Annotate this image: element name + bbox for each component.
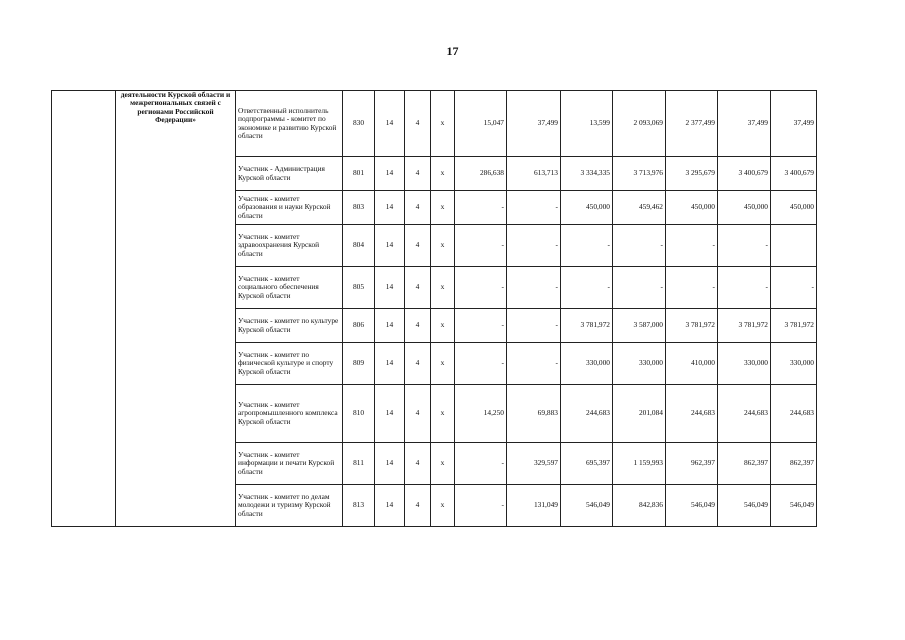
grbs-code-cell: 809 — [343, 343, 375, 385]
value-cell: 244,683 — [718, 385, 771, 443]
executor-cell: Участник - комитет агропромышленного комплекса Курской области — [236, 385, 343, 443]
section-code-cell: 14 — [375, 343, 405, 385]
target-article-cell: x — [431, 309, 455, 343]
value-cell: 329,597 — [507, 443, 561, 485]
value-cell: 862,397 — [718, 443, 771, 485]
table-row — [52, 91, 817, 157]
subsection-code-cell: 4 — [405, 267, 431, 309]
subsection-code-cell: 4 — [405, 225, 431, 267]
value-cell: - — [455, 485, 507, 527]
value-cell: 450,000 — [666, 191, 718, 225]
value-cell: 330,000 — [561, 343, 613, 385]
value-cell: - — [455, 443, 507, 485]
value-cell: - — [613, 225, 666, 267]
value-cell: 450,000 — [561, 191, 613, 225]
executor-cell: Участник - комитет социального обеспечения Курской области — [236, 267, 343, 309]
value-cell: - — [455, 267, 507, 309]
subsection-code-cell: 4 — [405, 91, 431, 157]
target-article-cell: x — [431, 443, 455, 485]
value-cell: 3 781,972 — [771, 309, 817, 343]
value-cell: - — [718, 225, 771, 267]
grbs-code-cell: 804 — [343, 225, 375, 267]
subsection-code-cell: 4 — [405, 385, 431, 443]
value-cell: 1 159,993 — [613, 443, 666, 485]
target-article-cell: x — [431, 385, 455, 443]
value-cell: 3 781,972 — [561, 309, 613, 343]
value-cell: 15,047 — [455, 91, 507, 157]
grbs-code-cell: 813 — [343, 485, 375, 527]
target-article-cell: x — [431, 343, 455, 385]
value-cell: 450,000 — [771, 191, 817, 225]
program-name-cell: деятельности Курской области и межрегиональных связей с регионами Российской Федерации» — [116, 91, 236, 527]
value-cell: - — [507, 267, 561, 309]
value-cell: 14,250 — [455, 385, 507, 443]
value-cell: 2 093,069 — [613, 91, 666, 157]
value-cell: 962,397 — [666, 443, 718, 485]
value-cell: - — [771, 267, 817, 309]
page-number: 17 — [446, 44, 459, 58]
value-cell: 613,713 — [507, 157, 561, 191]
subsection-code-cell: 4 — [405, 191, 431, 225]
grbs-code-cell: 830 — [343, 91, 375, 157]
index-cell — [52, 91, 116, 527]
value-cell: 450,000 — [718, 191, 771, 225]
value-cell: 3 400,679 — [718, 157, 771, 191]
value-cell: 3 400,679 — [771, 157, 817, 191]
value-cell: 37,499 — [718, 91, 771, 157]
value-cell: 69,883 — [507, 385, 561, 443]
value-cell: 131,049 — [507, 485, 561, 527]
value-cell: 330,000 — [613, 343, 666, 385]
value-cell: 2 377,499 — [666, 91, 718, 157]
target-article-cell: x — [431, 225, 455, 267]
executor-cell: Участник - Администрация Курской области — [236, 157, 343, 191]
value-cell: 546,049 — [771, 485, 817, 527]
value-cell: 244,683 — [771, 385, 817, 443]
value-cell: - — [666, 267, 718, 309]
subsection-code-cell: 4 — [405, 309, 431, 343]
value-cell: - — [718, 267, 771, 309]
value-cell: - — [507, 343, 561, 385]
value-cell — [771, 225, 817, 267]
value-cell: - — [561, 225, 613, 267]
value-cell: 842,836 — [613, 485, 666, 527]
value-cell: 244,683 — [561, 385, 613, 443]
table-body — [52, 91, 817, 527]
grbs-code-cell: 805 — [343, 267, 375, 309]
executor-cell: Участник - комитет по физической культуре и спорту Курской области — [236, 343, 343, 385]
subsection-code-cell: 4 — [405, 343, 431, 385]
value-cell: 330,000 — [718, 343, 771, 385]
grbs-code-cell: 801 — [343, 157, 375, 191]
subsection-code-cell: 4 — [405, 485, 431, 527]
value-cell: 13,599 — [561, 91, 613, 157]
target-article-cell: x — [431, 485, 455, 527]
value-cell: 330,000 — [771, 343, 817, 385]
executor-cell: Участник - комитет информации и печати Курской области — [236, 443, 343, 485]
value-cell: 459,462 — [613, 191, 666, 225]
value-cell: 3 781,972 — [666, 309, 718, 343]
grbs-code-cell: 811 — [343, 443, 375, 485]
value-cell: 37,499 — [771, 91, 817, 157]
value-cell: 695,397 — [561, 443, 613, 485]
target-article-cell: x — [431, 267, 455, 309]
grbs-code-cell: 803 — [343, 191, 375, 225]
value-cell: - — [507, 191, 561, 225]
value-cell: 3 781,972 — [718, 309, 771, 343]
value-cell: 546,049 — [666, 485, 718, 527]
value-cell: - — [455, 309, 507, 343]
value-cell: - — [613, 267, 666, 309]
executor-cell: Участник - комитет по культуре Курской области — [236, 309, 343, 343]
value-cell: - — [507, 309, 561, 343]
section-code-cell: 14 — [375, 157, 405, 191]
value-cell: - — [507, 225, 561, 267]
section-code-cell: 14 — [375, 191, 405, 225]
section-code-cell: 14 — [375, 485, 405, 527]
value-cell: 546,049 — [561, 485, 613, 527]
grbs-code-cell: 810 — [343, 385, 375, 443]
value-cell: - — [666, 225, 718, 267]
executor-cell: Участник - комитет здравоохранения Курской области — [236, 225, 343, 267]
value-cell: 201,084 — [613, 385, 666, 443]
section-code-cell: 14 — [375, 225, 405, 267]
section-code-cell: 14 — [375, 443, 405, 485]
value-cell: 3 295,679 — [666, 157, 718, 191]
value-cell: 546,049 — [718, 485, 771, 527]
executor-cell: Участник - комитет по делам молодежи и туризму Курской области — [236, 485, 343, 527]
section-code-cell: 14 — [375, 385, 405, 443]
value-cell: 3 587,000 — [613, 309, 666, 343]
value-cell: 286,638 — [455, 157, 507, 191]
grbs-code-cell: 806 — [343, 309, 375, 343]
value-cell: 410,000 — [666, 343, 718, 385]
value-cell: - — [455, 225, 507, 267]
value-cell: 862,397 — [771, 443, 817, 485]
section-code-cell: 14 — [375, 91, 405, 157]
budget-table — [51, 90, 817, 527]
target-article-cell: x — [431, 91, 455, 157]
value-cell: - — [455, 343, 507, 385]
executor-cell: Участник - комитет образования и науки Курской области — [236, 191, 343, 225]
value-cell: 3 334,335 — [561, 157, 613, 191]
executor-cell: Ответственный исполнитель подпрограммы - комитет по экономике и развитию Курской области — [236, 91, 343, 157]
value-cell: 244,683 — [666, 385, 718, 443]
section-code-cell: 14 — [375, 267, 405, 309]
value-cell: 37,499 — [507, 91, 561, 157]
subsection-code-cell: 4 — [405, 157, 431, 191]
target-article-cell: x — [431, 157, 455, 191]
value-cell: - — [561, 267, 613, 309]
value-cell: - — [455, 191, 507, 225]
value-cell: 3 713,976 — [613, 157, 666, 191]
section-code-cell: 14 — [375, 309, 405, 343]
target-article-cell: x — [431, 191, 455, 225]
subsection-code-cell: 4 — [405, 443, 431, 485]
